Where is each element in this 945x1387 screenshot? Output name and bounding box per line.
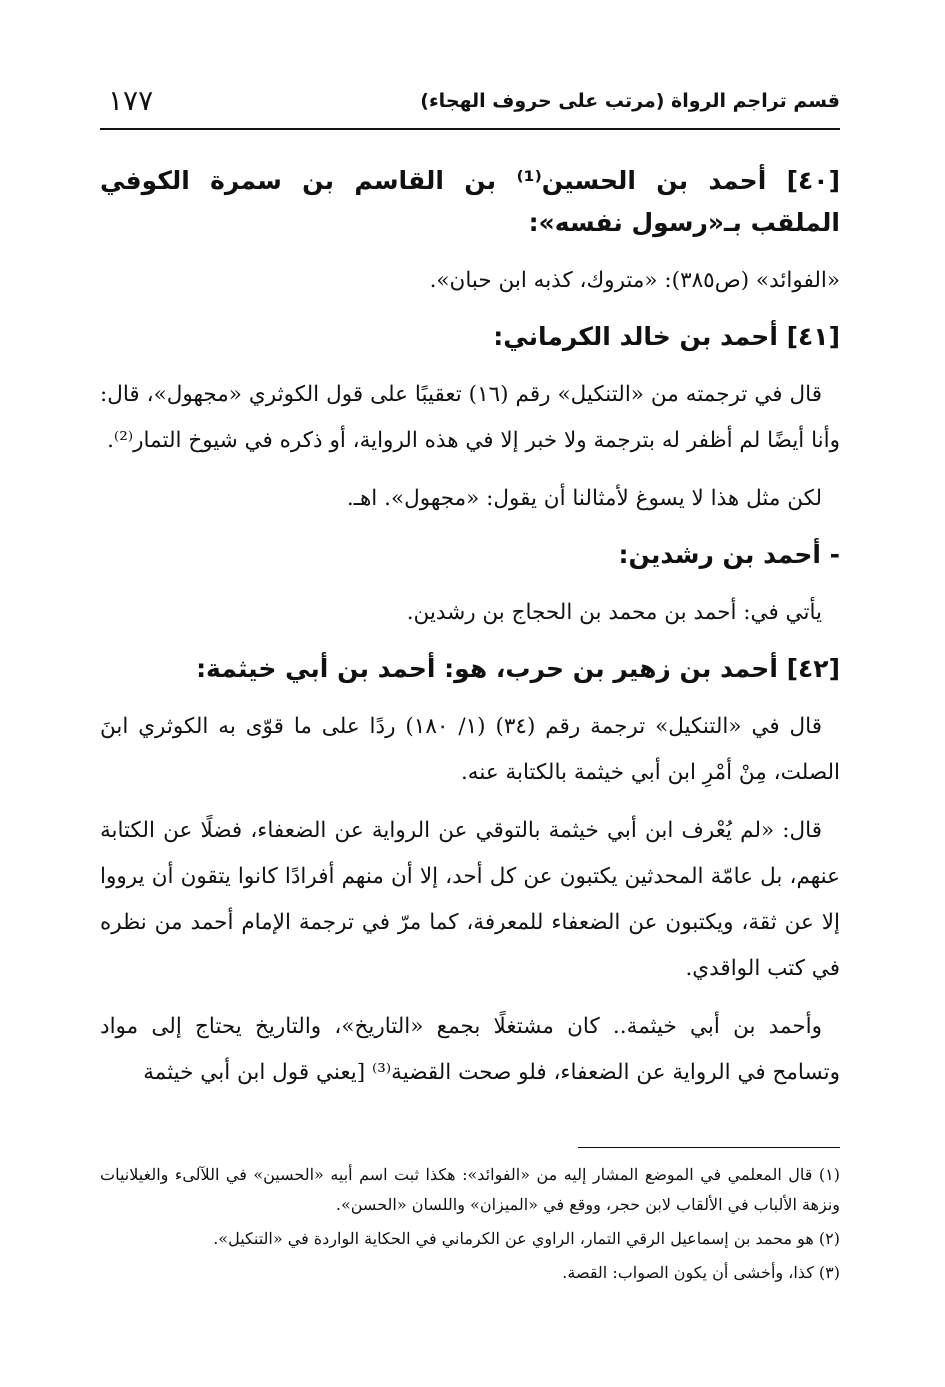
entry-paragraph: لكن مثل هذا لا يسوغ لأمثالنا أن يقول: «مجهول». اهـ.	[346, 486, 822, 511]
main-text	[100, 160, 840, 1108]
running-header	[100, 84, 840, 130]
entry-heading: [٤٢] أحمد بن زهير بن حرب، هو: أحمد بن أبي خيثمة:	[196, 654, 840, 683]
entry-heading: - أحمد بن رشدين:	[618, 540, 840, 569]
footnote-divider	[578, 1147, 840, 1148]
entry-paragraph: وأحمد بن أبي خيثمة.. كان مشتغلًا بجمع «التاريخ»، والتاريخ يحتاج إلى مواد وتسامح في الرواية عن الضعفاء، فلو صحت القضية⁽³⁾ [يعني قول ابن أبي خيثمة	[100, 1014, 840, 1085]
footnote: (٢) هو محمد بن إسماعيل الرقي التمار، الراوي عن الكرماني في الحكاية الواردة في «التنكيل».	[213, 1229, 840, 1248]
page-number: ١٧٧	[108, 84, 154, 117]
footnote: (١) قال المعلمي في الموضع المشار إليه من «الفوائد»: هكذا ثبت اسم أبيه «الحسين» في اللآلىء والغيلانيات ونزهة الألباب في الألقاب لابن حجر، ووقع في «الميزان» واللسان «الحسن».	[100, 1165, 840, 1214]
entry-heading: [٤٠] أحمد بن الحسين⁽¹⁾ بن القاسم بن سمرة الكوفي الملقب بـ«رسول نفسه»:	[100, 166, 840, 237]
entry-paragraph: قال في ترجمته من «التنكيل» رقم (١٦) تعقيبًا على قول الكوثري «مجهول»، قال: وأنا أيضًا لم أظفر له بترجمة ولا خبر إلا في هذه الرواية، أو ذكره في شيوخ التمار⁽²⁾.	[100, 382, 840, 453]
header-title: قسم تراجم الرواة (مرتب على حروف الهجاء)	[420, 90, 840, 112]
entry-paragraph: «الفوائد» (ص٣٨٥): «متروك، كذبه ابن حبان».	[429, 268, 840, 293]
footnotes	[100, 1160, 840, 1292]
entry-paragraph: يأتي في: أحمد بن محمد بن الحجاج بن رشدين.	[406, 600, 822, 625]
footnote: (٣) كذا، وأخشى أن يكون الصواب: القصة.	[562, 1263, 840, 1282]
entry-heading: [٤١] أحمد بن خالد الكرماني:	[493, 322, 840, 351]
entry-paragraph: قال: «لم يُعْرف ابن أبي خيثمة بالتوقي عن الرواية عن الضعفاء، فضلًا عن الكتابة عنهم، بل عامّة المحدثين يكتبون عن كل أحد، إلا أن منهم أفرادًا كانوا يتقون أن يرووا إلا عن ثقة، ويكتبون عن الضعفاء للمعرفة، كما مرّ في ترجمة الإمام أحمد من نظره في كتب الواقدي.	[100, 818, 840, 981]
entry-paragraph: قال في «التنكيل» ترجمة رقم (٣٤) (١/ ١٨٠) ردًا على ما قوّى به الكوثري ابنَ الصلت، مِنْ أمْرِ ابن أبي خيثمة بالكتابة عنه.	[100, 714, 840, 785]
